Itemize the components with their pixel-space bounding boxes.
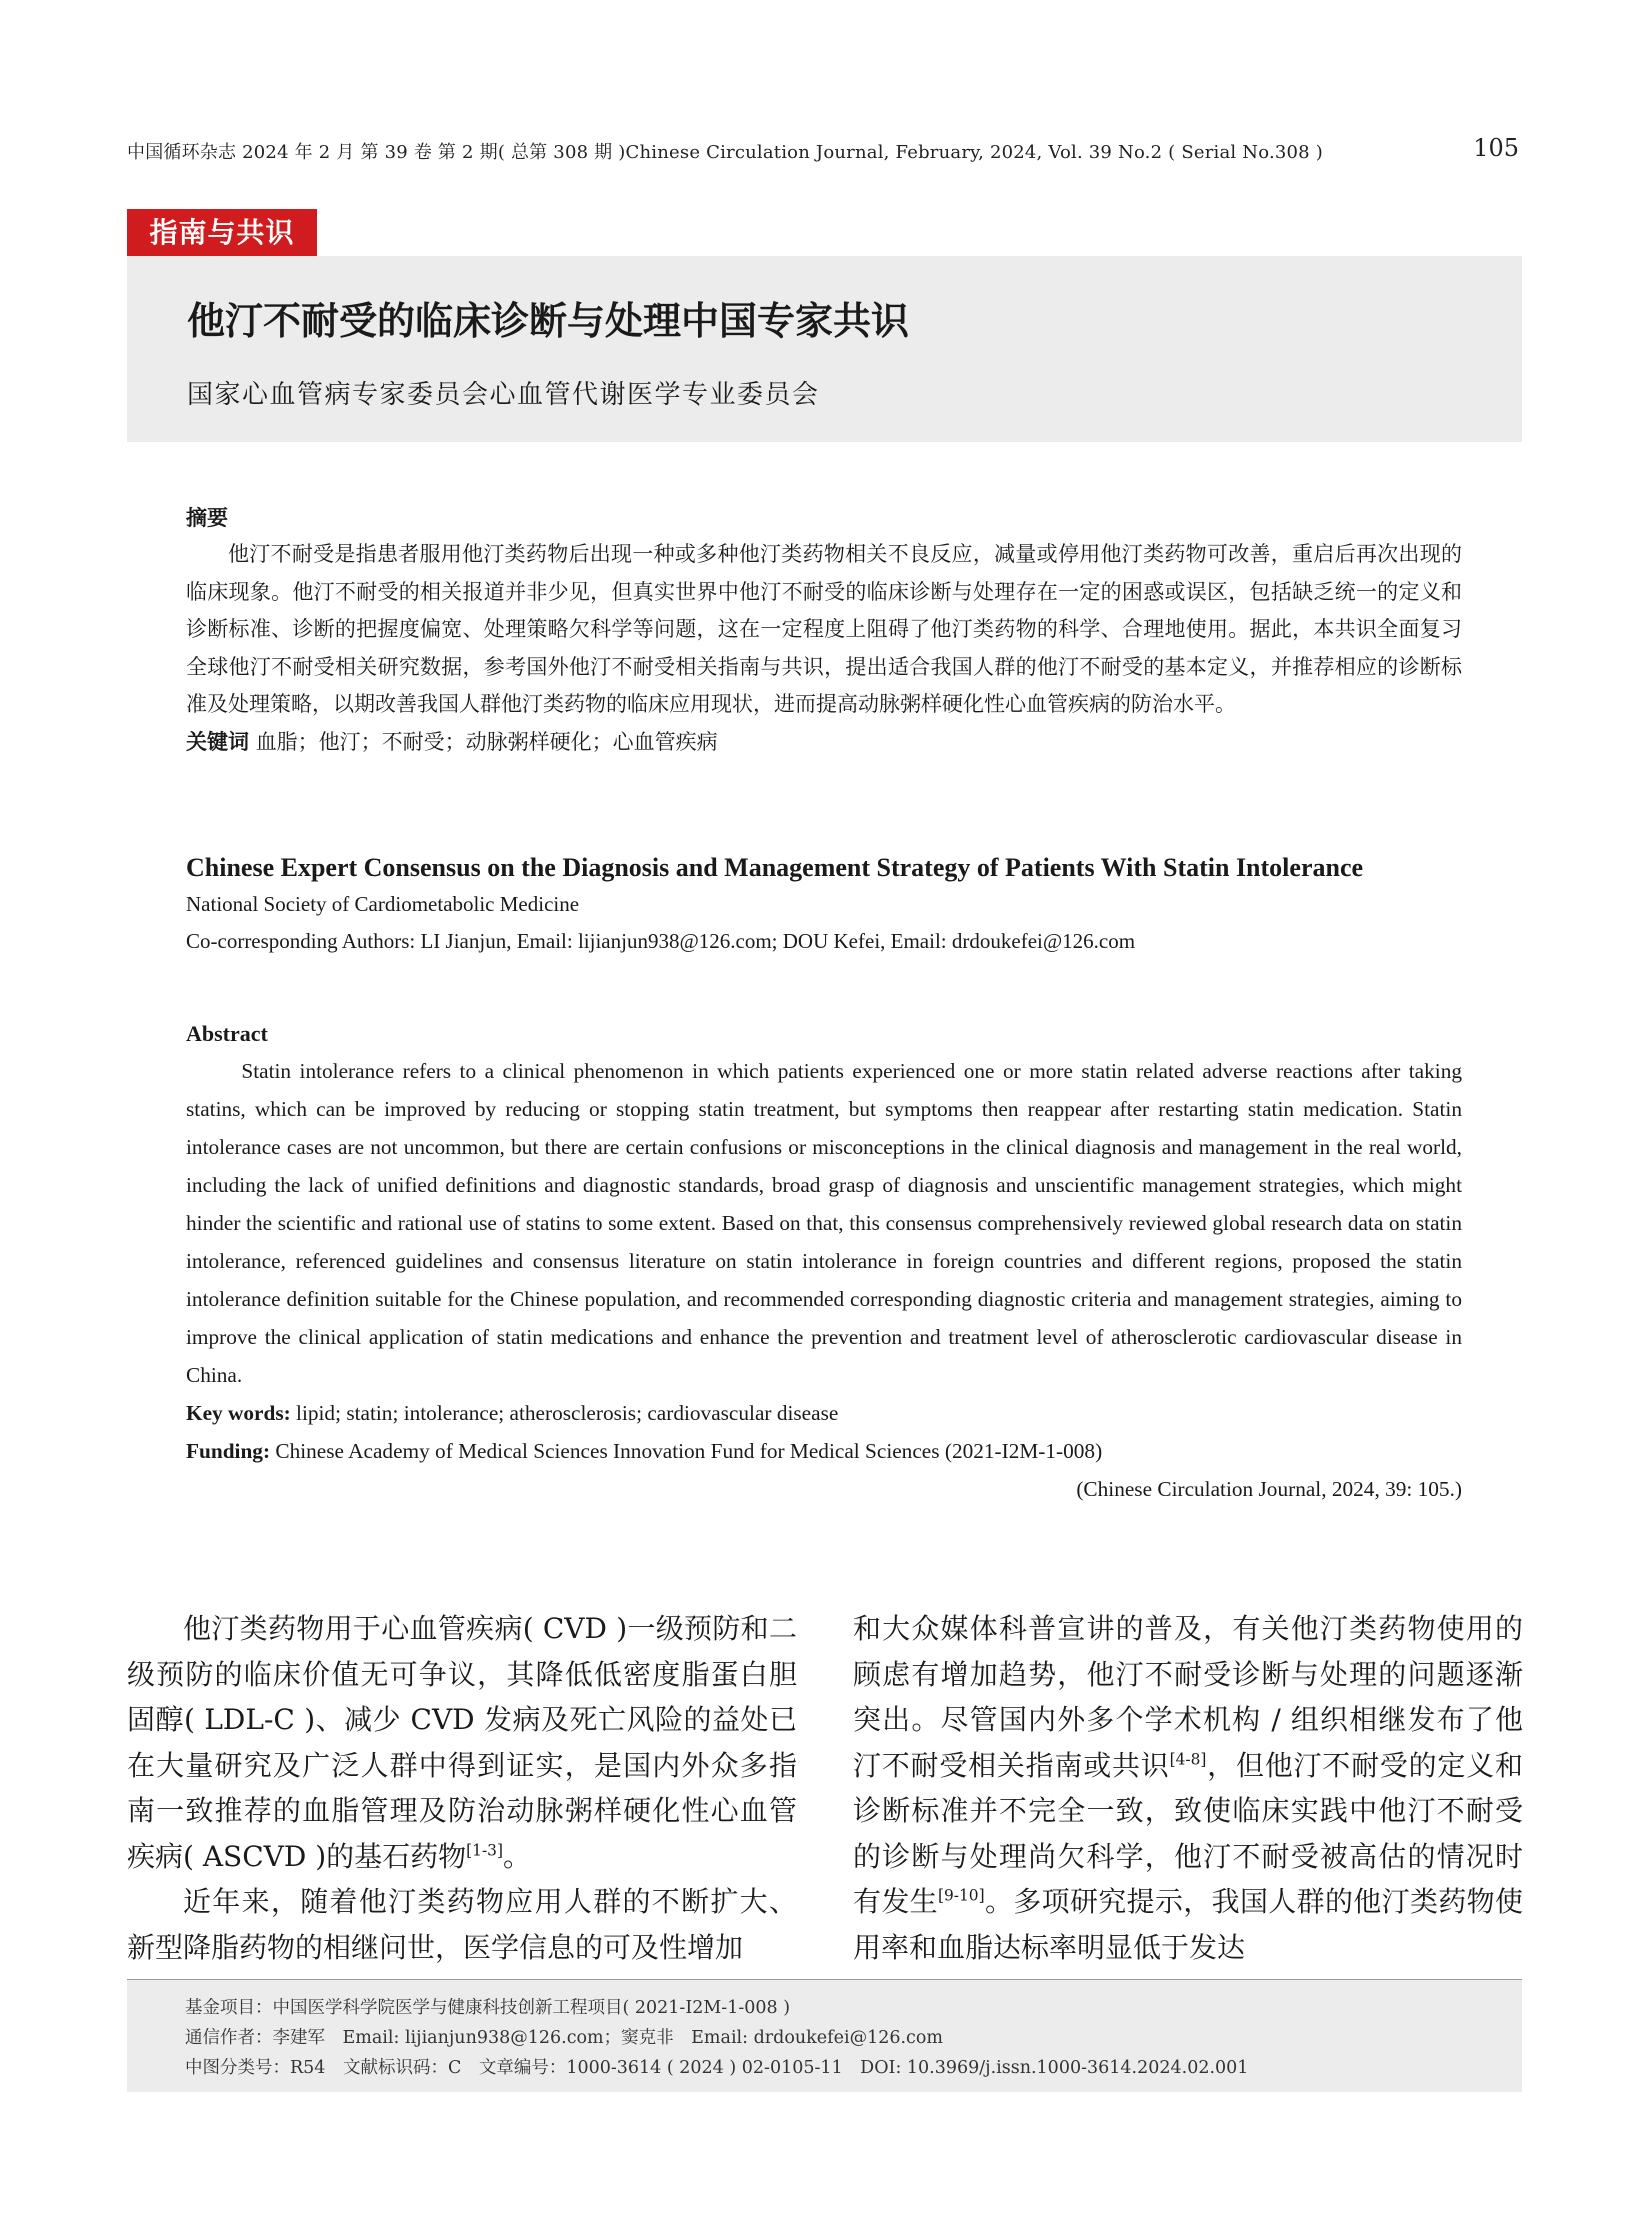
abstract-en-label: Abstract bbox=[186, 1021, 268, 1046]
keywords-zh-text: 血脂；他汀；不耐受；动脉粥样硬化；心血管疾病 bbox=[255, 729, 718, 754]
body-column-right bbox=[853, 1606, 1523, 1970]
authors: 国家心血管病专家委员会心血管代谢医学专业委员会 bbox=[187, 380, 820, 410]
keywords-en-label: Key words: bbox=[186, 1401, 291, 1425]
footer-corresponding: 通信作者：李建军 Email: lijianjun938@126.com；窦克非 Email: drdoukefei@126.com bbox=[185, 2028, 943, 2048]
body-paragraph: 近年来，随着他汀类药物应用人群的不断扩大、新型降脂药物的相继问世，医学信息的可及性增加 bbox=[127, 1885, 797, 1964]
citation: (Chinese Circulation Journal, 2024, 39: 105.) bbox=[1076, 1477, 1462, 1501]
body-text: 。多项研究提示，我国人群的他汀类药物使用率和血脂达标率明显低于发达 bbox=[853, 1885, 1523, 1964]
funding-en-text: Chinese Academy of Medical Sciences Innovation Fund for Medical Sciences (2021-I2M-1-008) bbox=[270, 1439, 1103, 1463]
abstract-zh-body: 他汀不耐受是指患者服用他汀类药物后出现一种或多种他汀类药物相关不良反应，减量或停用他汀类药物可改善，重启后再次出现的临床现象。他汀不耐受的相关报道并非少见，但真实世界中他汀不耐受的临床诊断与处理存在一定的困惑或误区，包括缺乏统一的定义和诊断标准、诊断的把握度偏宽、处理策略欠科学等问题，这在一定程度上阻碍了他汀类药物的科学、合理地使用。据此，本共识全面复习全球他汀不耐受相关研究数据，参考国外他汀不耐受相关指南与共识，提出适合我国人群的他汀不耐受的基本定义，并推荐相应的诊断标准及处理策略，以期改善我国人群他汀类药物的临床应用现状，进而提高动脉粥样硬化性心血管疾病的防治水平。 bbox=[186, 542, 1462, 716]
reference-marker: [1-3] bbox=[466, 1841, 503, 1860]
body-text: 。 bbox=[502, 1839, 531, 1873]
abstract-en-body: Statin intolerance refers to a clinical phenomenon in which patients experienced one or more statin related adverse reactions after taking statins, which can be improved by reducing or stopping statin treatment, but symptoms then reappear after restarting statin medication. Statin intolerance cases are not uncommon, but there are certain confusions or misconceptions in the clinical diagnosis and management in the real world, including the lack of unified definitions and diagnostic standards, broad grasp of diagnosis and unscientific management strategies, which might hinder the scientific and rational use of statins to some extent. Based on that, this consensus comprehensively reviewed global research data on statin intolerance, referenced guidelines and consensus literature on statin intolerance in foreign countries and different regions, proposed the statin intolerance definition suitable for the Chinese population, and recommended corresponding diagnostic criteria and management strategies, aiming to improve the clinical application of statin medications and enhance the prevention and treatment level of atherosclerotic cardiovascular disease in China. bbox=[186, 1059, 1462, 1387]
abstract-zh-label: 摘要 bbox=[186, 506, 228, 530]
funding-en-label: Funding: bbox=[186, 1439, 271, 1463]
body-paragraph bbox=[127, 1606, 797, 1879]
title-box bbox=[127, 256, 1522, 442]
reference-marker: [9-10] bbox=[938, 1886, 985, 1905]
english-corresponding: Co-corresponding Authors: LI Jianjun, Email: lijianjun938@126.com; DOU Kefei, Email: drdoukefei@126.com bbox=[186, 929, 1136, 953]
footer-classification: 中图分类号：R54 文献标识码：C 文章编号：1000-3614 ( 2024 ) 02-0105-11 DOI: 10.3969/j.issn.1000-3614.2024.02.001 bbox=[185, 2058, 1249, 2078]
keywords-zh bbox=[186, 724, 1462, 762]
keywords-en-text: lipid; statin; intolerance; atherosclerosis; cardiovascular disease bbox=[290, 1401, 839, 1425]
section-tag: 指南与共识 bbox=[127, 209, 317, 256]
body-text: 和大众媒体科普宣讲的普及，有关他汀类药物使用的顾虑有增加趋势，他汀不耐受诊断与处理的问题逐渐突出。尽管国内外多个学术机构 / 组织相继发布了他汀不耐受相关指南或共识 bbox=[853, 1612, 1523, 1782]
keywords-en bbox=[186, 1394, 1462, 1432]
funding-en bbox=[186, 1432, 1462, 1470]
footer-funding: 基金项目：中国医学科学院医学与健康科技创新工程项目( 2021-I2M-1-008 ) bbox=[185, 1998, 791, 2018]
body-text: ，但他汀不耐受的定义和诊断标准并不完全一致，致使临床实践中他汀不耐受的诊断与处理尚欠科学，他汀不耐受被高估的情况时有发生 bbox=[853, 1748, 1523, 1918]
english-title: Chinese Expert Consensus on the Diagnosis and Management Strategy of Patients With Statin Intolerance bbox=[186, 853, 1364, 882]
reference-marker: [4-8] bbox=[1169, 1750, 1207, 1769]
page-number: 105 bbox=[1473, 134, 1519, 162]
body-column-left bbox=[127, 1606, 797, 1970]
english-society: National Society of Cardiometabolic Medicine bbox=[186, 892, 580, 916]
article-title: 他汀不耐受的临床诊断与处理中国专家共识 bbox=[187, 299, 910, 343]
abstract-en bbox=[186, 1016, 1462, 1508]
running-header: 中国循环杂志 2024 年 2 月 第 39 卷 第 2 期( 总第 308 期 )Chinese Circulation Journal, February, 2024, Vol. 39 No.2 ( Serial No.308 ) bbox=[127, 142, 1323, 163]
body-text: 他汀类药物用于心血管疾病( CVD )一级预防和二级预防的临床价值无可争议，其降低低密度脂蛋白胆固醇( LDL-C )、减少 CVD 发病及死亡风险的益处已在大量研究及广泛人群中得到证实，是国内外众多指南一致推荐的血脂管理及防治动脉粥样硬化性心血管疾病( ASCVD )的基石药物 bbox=[127, 1612, 797, 1873]
english-title-block bbox=[186, 850, 1462, 960]
body-paragraph bbox=[853, 1606, 1523, 1970]
keywords-zh-label: 关键词 bbox=[186, 729, 249, 754]
footer-notes bbox=[127, 1979, 1522, 2092]
abstract-zh bbox=[186, 500, 1462, 761]
